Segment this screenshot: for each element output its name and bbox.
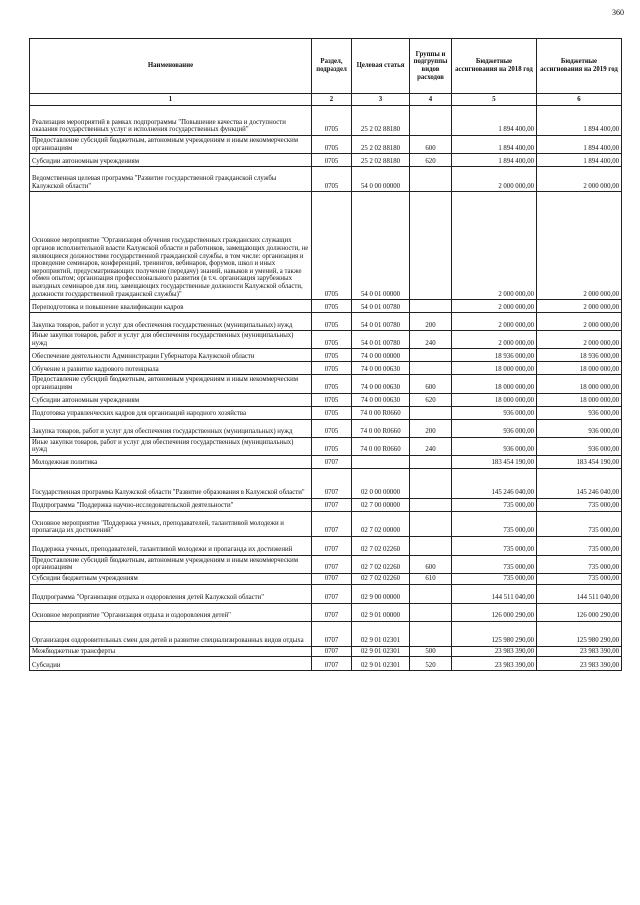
row-target: 02 9 01 02301	[352, 646, 410, 657]
row-group: 610	[410, 573, 452, 584]
row-name: Обучение и развитие кадрового потенциала	[30, 362, 312, 375]
row-group	[410, 362, 452, 375]
row-name: Предоставление субсидий бюджетным, автономным учреждениям и иным некоммерческим организациям	[30, 136, 312, 154]
row-section: 0707	[312, 646, 352, 657]
row-amount-2019: 23 983 390,00	[537, 657, 622, 671]
header-2019: Бюджетные ассигнования на 2019 год	[537, 39, 622, 94]
row-section: 0705	[312, 349, 352, 362]
row-group: 240	[410, 331, 452, 349]
row-target: 02 7 02 00000	[352, 511, 410, 536]
row-group	[410, 511, 452, 536]
row-amount-2019: 735 000,00	[537, 555, 622, 573]
table-row	[30, 419, 622, 437]
row-target: 25 2 02 88180	[352, 136, 410, 154]
table-row	[30, 437, 622, 455]
table-row	[30, 192, 622, 300]
row-target: 74 0 00 R0660	[352, 406, 410, 419]
header-group: Группы и подгруппы видов расходов	[410, 39, 452, 94]
row-amount-2019: 125 980 290,00	[537, 621, 622, 646]
row-amount-2018: 18 000 000,00	[452, 362, 537, 375]
table-row	[30, 584, 622, 603]
row-amount-2018: 735 000,00	[452, 555, 537, 573]
row-section: 0705	[312, 406, 352, 419]
column-number: 6	[537, 94, 622, 106]
row-name: Межбюджетные трансферты	[30, 646, 312, 657]
table-row	[30, 349, 622, 362]
row-group	[410, 603, 452, 621]
row-target: 74 0 00 00630	[352, 375, 410, 393]
row-amount-2019: 144 511 040,00	[537, 584, 622, 603]
row-target: 02 7 02 02260	[352, 555, 410, 573]
header-section: Раздел, подраздел	[312, 39, 352, 94]
table-row	[30, 455, 622, 468]
row-section: 0705	[312, 419, 352, 437]
row-target	[352, 455, 410, 468]
column-number-row	[30, 94, 622, 106]
row-target: 02 0 00 00000	[352, 468, 410, 498]
row-amount-2018: 936 000,00	[452, 419, 537, 437]
row-amount-2018: 145 246 040,00	[452, 468, 537, 498]
row-section: 0707	[312, 536, 352, 555]
row-group: 240	[410, 437, 452, 455]
row-group	[410, 498, 452, 511]
row-target: 02 7 00 00000	[352, 498, 410, 511]
row-name: Обеспечение деятельности Администрации Губернатора Калужской области	[30, 349, 312, 362]
table-row	[30, 646, 622, 657]
row-name: Субсидии автономным учреждениям	[30, 154, 312, 167]
row-group	[410, 106, 452, 136]
row-group	[410, 584, 452, 603]
row-name: Организация оздоровительных смен для детей и развитие специализированных видов отдыха	[30, 621, 312, 646]
row-section: 0705	[312, 192, 352, 300]
row-amount-2019: 126 000 290,00	[537, 603, 622, 621]
row-amount-2018: 23 983 390,00	[452, 657, 537, 671]
row-target: 02 9 01 02301	[352, 657, 410, 671]
row-section: 0705	[312, 437, 352, 455]
row-target: 74 0 00 00630	[352, 393, 410, 406]
row-group: 600	[410, 555, 452, 573]
row-name: Подпрограмма "Поддержка научно-исследовательской деятельности"	[30, 498, 312, 511]
row-amount-2018: 735 000,00	[452, 573, 537, 584]
row-target: 54 0 01 00780	[352, 313, 410, 331]
row-name: Субсидии	[30, 657, 312, 671]
row-target: 25 2 02 88180	[352, 154, 410, 167]
row-amount-2019: 2 000 000,00	[537, 167, 622, 192]
table-header-row	[30, 39, 622, 94]
table-row	[30, 154, 622, 167]
column-number: 3	[352, 94, 410, 106]
row-target: 74 0 00 R0660	[352, 419, 410, 437]
row-amount-2018: 23 983 390,00	[452, 646, 537, 657]
row-amount-2018: 2 000 000,00	[452, 313, 537, 331]
header-target: Целевая статья	[352, 39, 410, 94]
row-amount-2019: 18 000 000,00	[537, 393, 622, 406]
row-name: Закупка товаров, работ и услуг для обеспечения государственных (муниципальных) нужд	[30, 419, 312, 437]
row-amount-2019: 936 000,00	[537, 419, 622, 437]
row-section: 0707	[312, 468, 352, 498]
row-amount-2018: 2 000 000,00	[452, 300, 537, 313]
row-amount-2019: 735 000,00	[537, 536, 622, 555]
row-group	[410, 455, 452, 468]
table-row	[30, 362, 622, 375]
row-group: 600	[410, 375, 452, 393]
row-section: 0707	[312, 511, 352, 536]
row-group: 620	[410, 154, 452, 167]
row-amount-2018: 735 000,00	[452, 498, 537, 511]
row-target: 74 0 00 00000	[352, 349, 410, 362]
table-row	[30, 106, 622, 136]
row-target: 54 0 01 00780	[352, 300, 410, 313]
header-2018: Бюджетные ассигнования на 2018 год	[452, 39, 537, 94]
row-name: Государственная программа Калужской области "Развитие образования в Калужской области"	[30, 468, 312, 498]
row-target: 02 7 02 02260	[352, 573, 410, 584]
table-row	[30, 573, 622, 584]
column-number: 1	[30, 94, 312, 106]
table-row	[30, 511, 622, 536]
table-row	[30, 603, 622, 621]
row-section: 0705	[312, 313, 352, 331]
row-group	[410, 621, 452, 646]
row-section: 0705	[312, 167, 352, 192]
row-amount-2018: 1 894 400,00	[452, 136, 537, 154]
row-amount-2018: 1 894 400,00	[452, 154, 537, 167]
row-amount-2018: 18 000 000,00	[452, 393, 537, 406]
row-amount-2018: 735 000,00	[452, 511, 537, 536]
column-number: 5	[452, 94, 537, 106]
row-section: 0705	[312, 300, 352, 313]
row-target: 54 0 01 00000	[352, 192, 410, 300]
row-section: 0705	[312, 154, 352, 167]
row-target: 02 9 01 02301	[352, 621, 410, 646]
row-amount-2018: 936 000,00	[452, 406, 537, 419]
row-target: 02 9 01 00000	[352, 603, 410, 621]
table-row	[30, 300, 622, 313]
table-row	[30, 406, 622, 419]
row-amount-2018: 125 980 290,00	[452, 621, 537, 646]
row-name: Подготовка управленческих кадров для организаций народного хозяйства	[30, 406, 312, 419]
row-target: 74 0 00 R0660	[352, 437, 410, 455]
table-row	[30, 536, 622, 555]
row-section: 0707	[312, 584, 352, 603]
table-row	[30, 657, 622, 671]
row-name: Субсидии бюджетным учреждениям	[30, 573, 312, 584]
row-name: Подпрограмма "Организация отдыха и оздоровления детей Калужской области"	[30, 584, 312, 603]
page-number: 360	[612, 8, 624, 17]
row-amount-2019: 936 000,00	[537, 437, 622, 455]
row-target: 54 0 01 00780	[352, 331, 410, 349]
row-group: 520	[410, 657, 452, 671]
row-amount-2019: 145 246 040,00	[537, 468, 622, 498]
table-row	[30, 621, 622, 646]
table-row	[30, 555, 622, 573]
row-amount-2018: 126 000 290,00	[452, 603, 537, 621]
row-amount-2019: 2 000 000,00	[537, 331, 622, 349]
row-name: Предоставление субсидий бюджетным, автономным учреждениям и иным некоммерческим организациям	[30, 555, 312, 573]
row-section: 0705	[312, 393, 352, 406]
row-section: 0707	[312, 555, 352, 573]
row-amount-2019: 735 000,00	[537, 511, 622, 536]
row-amount-2019: 1 894 400,00	[537, 154, 622, 167]
row-amount-2018: 2 000 000,00	[452, 167, 537, 192]
row-amount-2019: 23 983 390,00	[537, 646, 622, 657]
row-amount-2019: 183 454 190,00	[537, 455, 622, 468]
row-target: 74 0 00 00630	[352, 362, 410, 375]
row-amount-2019: 2 000 000,00	[537, 192, 622, 300]
row-amount-2018: 18 936 000,00	[452, 349, 537, 362]
row-amount-2019: 735 000,00	[537, 573, 622, 584]
row-amount-2019: 2 000 000,00	[537, 300, 622, 313]
row-name: Молодежная политика	[30, 455, 312, 468]
table-row	[30, 313, 622, 331]
row-amount-2019: 1 894 400,00	[537, 136, 622, 154]
row-amount-2018: 735 000,00	[452, 536, 537, 555]
row-target: 54 0 00 00000	[352, 167, 410, 192]
row-amount-2019: 18 936 000,00	[537, 349, 622, 362]
table-row	[30, 167, 622, 192]
column-number: 4	[410, 94, 452, 106]
row-group: 600	[410, 136, 452, 154]
row-section: 0707	[312, 573, 352, 584]
row-group	[410, 167, 452, 192]
row-name: Субсидии автономным учреждениям	[30, 393, 312, 406]
table-row	[30, 498, 622, 511]
row-section: 0705	[312, 362, 352, 375]
column-number: 2	[312, 94, 352, 106]
row-group: 500	[410, 646, 452, 657]
row-amount-2018: 2 000 000,00	[452, 192, 537, 300]
row-name: Ведомственная целевая программа "Развитие государственной гражданской службы Калужской области"	[30, 167, 312, 192]
table-row	[30, 331, 622, 349]
row-section: 0705	[312, 136, 352, 154]
row-group	[410, 349, 452, 362]
row-group: 620	[410, 393, 452, 406]
budget-table	[29, 38, 622, 671]
row-amount-2018: 18 000 000,00	[452, 375, 537, 393]
row-target: 25 2 02 88180	[352, 106, 410, 136]
row-section: 0705	[312, 331, 352, 349]
row-group	[410, 192, 452, 300]
row-amount-2019: 18 000 000,00	[537, 362, 622, 375]
row-section: 0707	[312, 498, 352, 511]
row-amount-2019: 1 894 400,00	[537, 106, 622, 136]
row-amount-2019: 936 000,00	[537, 406, 622, 419]
row-amount-2019: 735 000,00	[537, 498, 622, 511]
row-group	[410, 468, 452, 498]
row-name: Основное мероприятие "Поддержка ученых, преподавателей, талантливой молодежи и пропаганда их достижений"	[30, 511, 312, 536]
row-amount-2018: 183 454 190,00	[452, 455, 537, 468]
row-section: 0707	[312, 657, 352, 671]
row-target: 02 9 00 00000	[352, 584, 410, 603]
row-group: 200	[410, 313, 452, 331]
row-section: 0707	[312, 455, 352, 468]
row-name: Реализация мероприятий в рамках подпрограммы "Повышение качества и доступности оказания государственных услуг и исполнения государственных функций"	[30, 106, 312, 136]
row-amount-2018: 1 894 400,00	[452, 106, 537, 136]
table-row	[30, 375, 622, 393]
row-amount-2018: 936 000,00	[452, 437, 537, 455]
header-name: Наименование	[30, 39, 312, 94]
row-section: 0705	[312, 106, 352, 136]
row-name: Закупка товаров, работ и услуг для обеспечения государственных (муниципальных) нужд	[30, 313, 312, 331]
table-row	[30, 393, 622, 406]
row-name: Поддержка ученых, преподавателей, талантливой молодежи и пропаганда их достижений	[30, 536, 312, 555]
table-row	[30, 136, 622, 154]
row-name: Предоставление субсидий бюджетным, автономным учреждениям и иным некоммерческим организациям	[30, 375, 312, 393]
row-group: 200	[410, 419, 452, 437]
row-target: 02 7 02 02260	[352, 536, 410, 555]
row-name: Иные закупки товаров, работ и услуг для обеспечения государственных (муниципальных) нужд	[30, 437, 312, 455]
row-amount-2019: 2 000 000,00	[537, 313, 622, 331]
row-name: Основное мероприятие "Организация обучения государственных гражданских служащих органов исполнительной власти Калужской области и работников, замещающих должности, не являющиеся должностями государственной гражданской службы, в том числе: организация и проведение семинаров, конференций, тренингов, вебинаров, форумов, школ и иных мероприятий, предусматривающих получение (передачу) знаний, навыков и умений, а также обмен опытом; организация профессионального развития (в т.ч. организация зарубежных выездных семинаров для лиц, замещающих государственные должности Калужской области, должности государственной гражданской службы)"	[30, 192, 312, 300]
row-group	[410, 300, 452, 313]
row-name: Переподготовка и повышение квалификации кадров	[30, 300, 312, 313]
row-section: 0707	[312, 621, 352, 646]
row-group	[410, 406, 452, 419]
row-amount-2019: 18 000 000,00	[537, 375, 622, 393]
row-section: 0705	[312, 375, 352, 393]
table-row	[30, 468, 622, 498]
row-name: Иные закупки товаров, работ и услуг для обеспечения государственных (муниципальных) нужд	[30, 331, 312, 349]
row-section: 0707	[312, 603, 352, 621]
row-amount-2018: 2 000 000,00	[452, 331, 537, 349]
row-group	[410, 536, 452, 555]
row-amount-2018: 144 511 040,00	[452, 584, 537, 603]
row-name: Основное мероприятие "Организация отдыха и оздоровления детей"	[30, 603, 312, 621]
